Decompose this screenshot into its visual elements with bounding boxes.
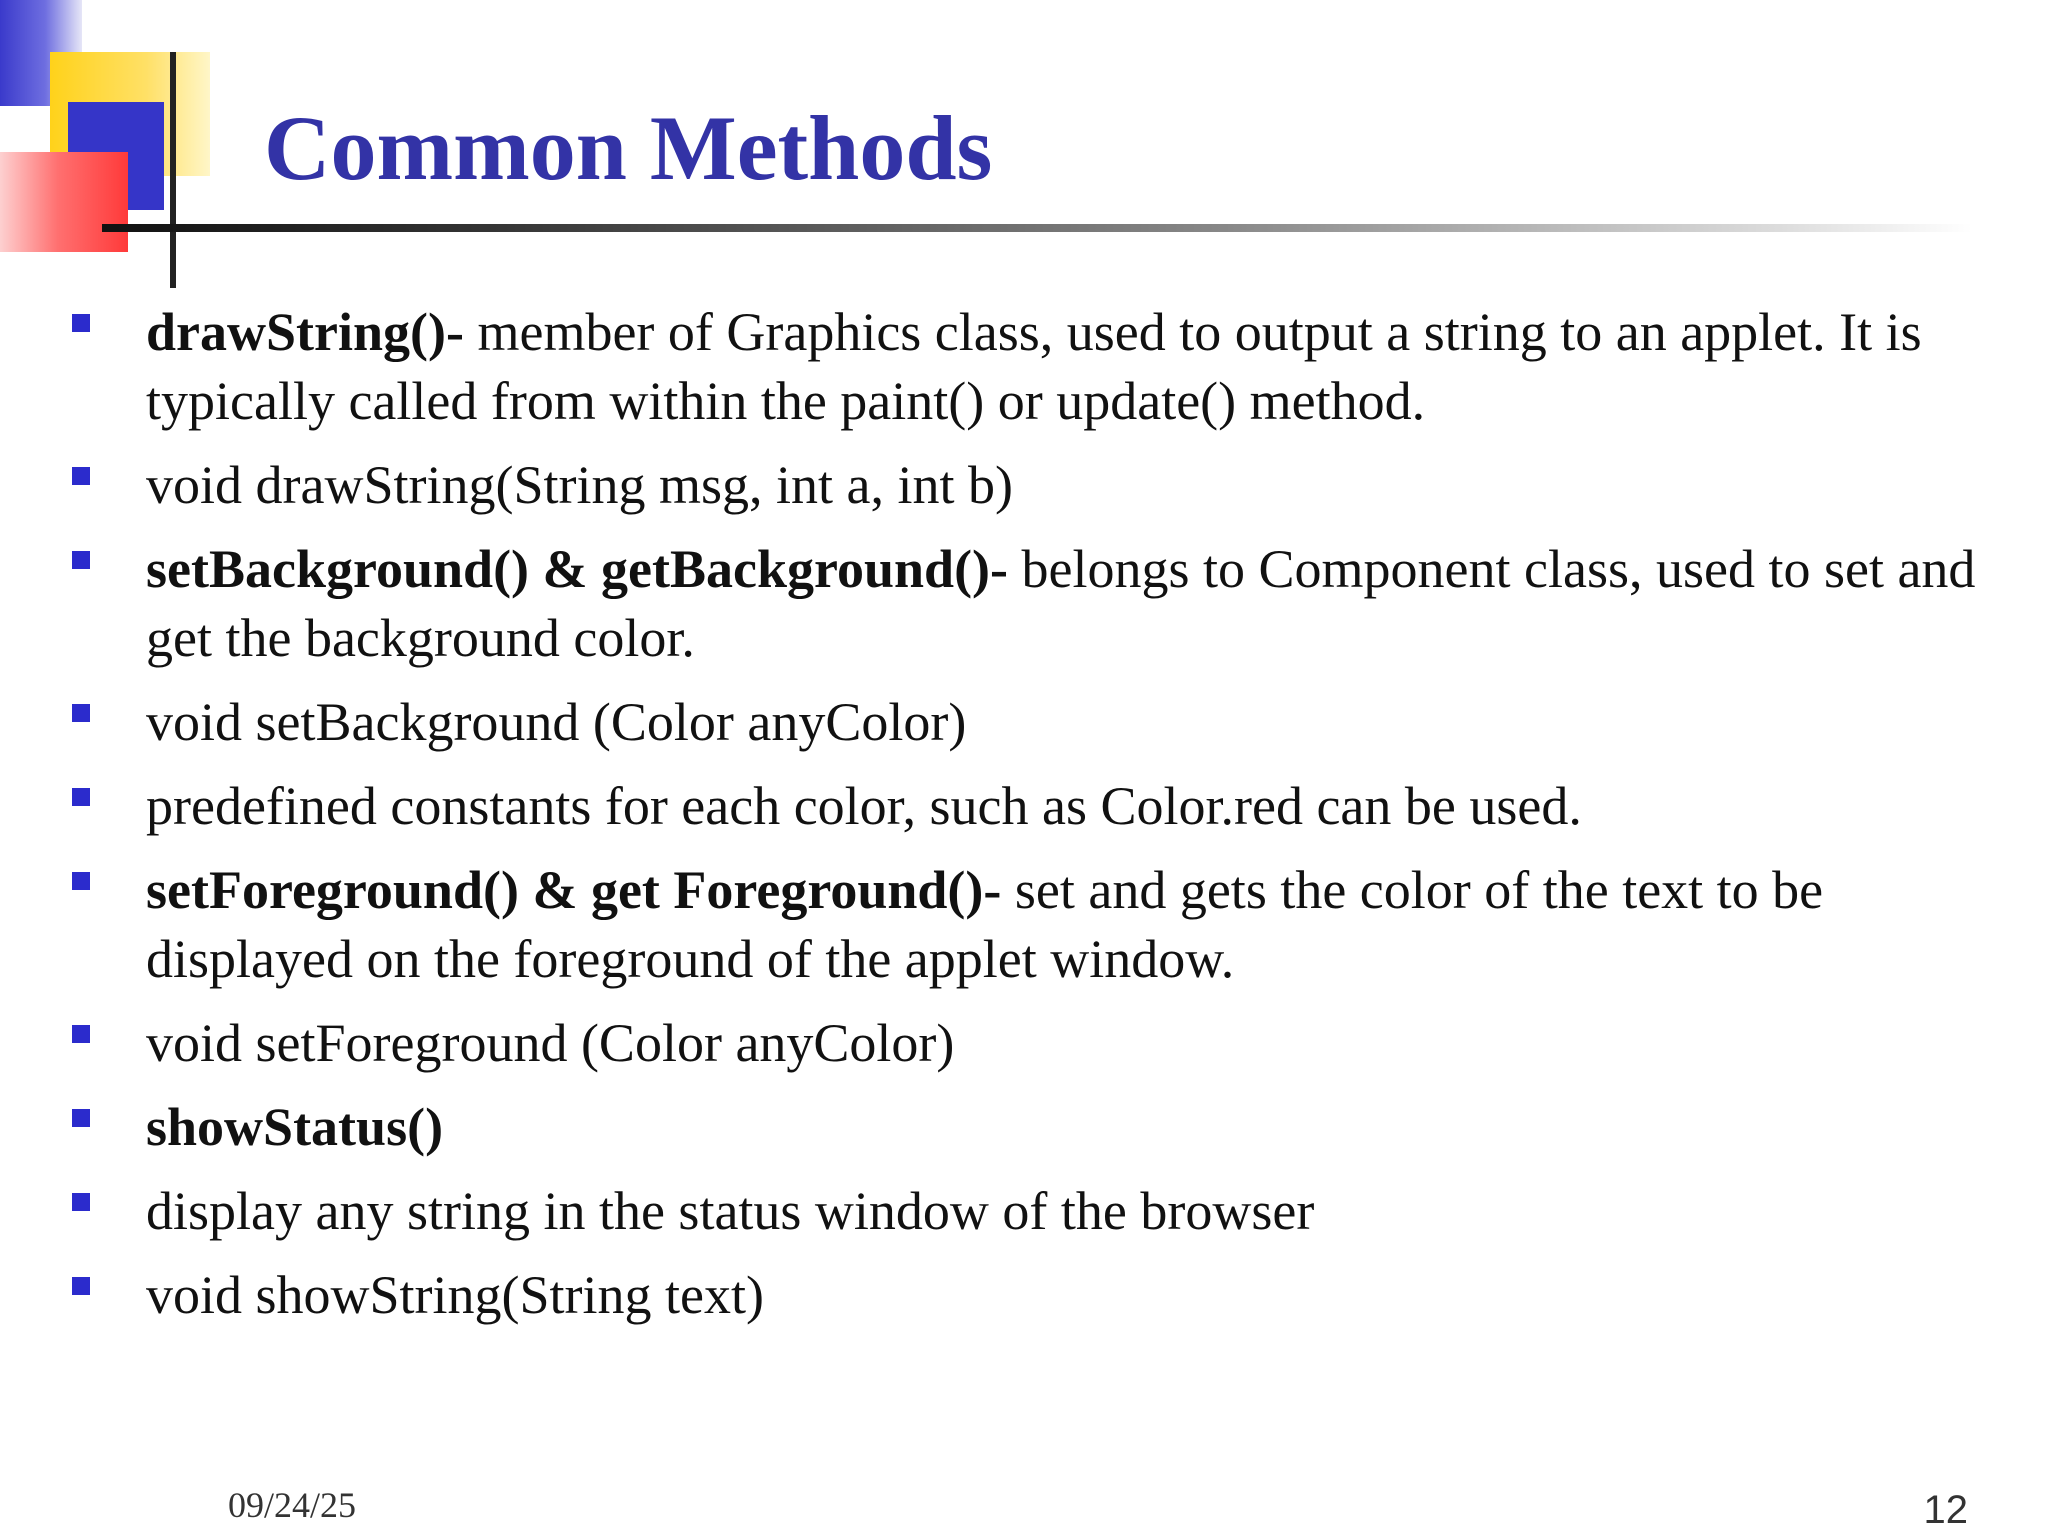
bullet-text: void setForeground (Color anyColor) xyxy=(146,1013,955,1073)
square-bullet-icon xyxy=(72,872,90,890)
bullet-text: member of Graphics class, used to output a string to an applet. It is typically called from within the paint() or update() method. xyxy=(146,302,1922,431)
square-bullet-icon xyxy=(72,1025,90,1043)
square-bullet-icon xyxy=(72,1277,90,1295)
bullet-keyword: showStatus() xyxy=(146,1097,444,1157)
square-bullet-icon xyxy=(72,551,90,569)
bullet-text: void setBackground (Color anyColor) xyxy=(146,692,967,752)
bullet-text: belongs to Component class, used to set and get the background color. xyxy=(146,539,1976,668)
bullet-item xyxy=(0,1093,2048,1162)
bullet-item xyxy=(0,451,2048,520)
footer-date: 09/24/25 xyxy=(228,1485,357,1525)
bullet-item xyxy=(0,772,2048,841)
square-bullet-icon xyxy=(72,704,90,722)
slide-title: Common Methods xyxy=(264,97,993,199)
square-bullet-icon xyxy=(72,788,90,806)
decor-red-square xyxy=(0,152,128,252)
bullet-item xyxy=(0,1177,2048,1246)
page-number: 12 xyxy=(1923,1488,1968,1532)
bullet-text: predefined constants for each color, such as Color.red can be used. xyxy=(146,776,1582,836)
bullet-keyword: setBackground() & getBackground()- xyxy=(146,539,1022,599)
bullet-item xyxy=(0,535,2048,673)
bullet-text: void showString(String text) xyxy=(146,1265,764,1325)
bullet-item xyxy=(0,688,2048,757)
square-bullet-icon xyxy=(72,1193,90,1211)
bullet-text: set and gets the color of the text to be displayed on the foreground of the applet window. xyxy=(146,860,1824,989)
bullet-list xyxy=(0,298,2048,1345)
bullet-item xyxy=(0,298,2048,436)
bullet-item xyxy=(0,1009,2048,1078)
square-bullet-icon xyxy=(72,467,90,485)
bullet-text: display any string in the status window of the browser xyxy=(146,1181,1315,1241)
bullet-item xyxy=(0,1261,2048,1330)
bullet-item xyxy=(0,856,2048,994)
decor-vertical-line xyxy=(170,52,176,288)
square-bullet-icon xyxy=(72,314,90,332)
bullet-keyword: setForeground() & get Foreground()- xyxy=(146,860,1015,920)
square-bullet-icon xyxy=(72,1109,90,1127)
title-underline xyxy=(102,224,1972,232)
bullet-keyword: drawString()- xyxy=(146,302,478,362)
bullet-text: void drawString(String msg, int a, int b) xyxy=(146,455,1013,515)
